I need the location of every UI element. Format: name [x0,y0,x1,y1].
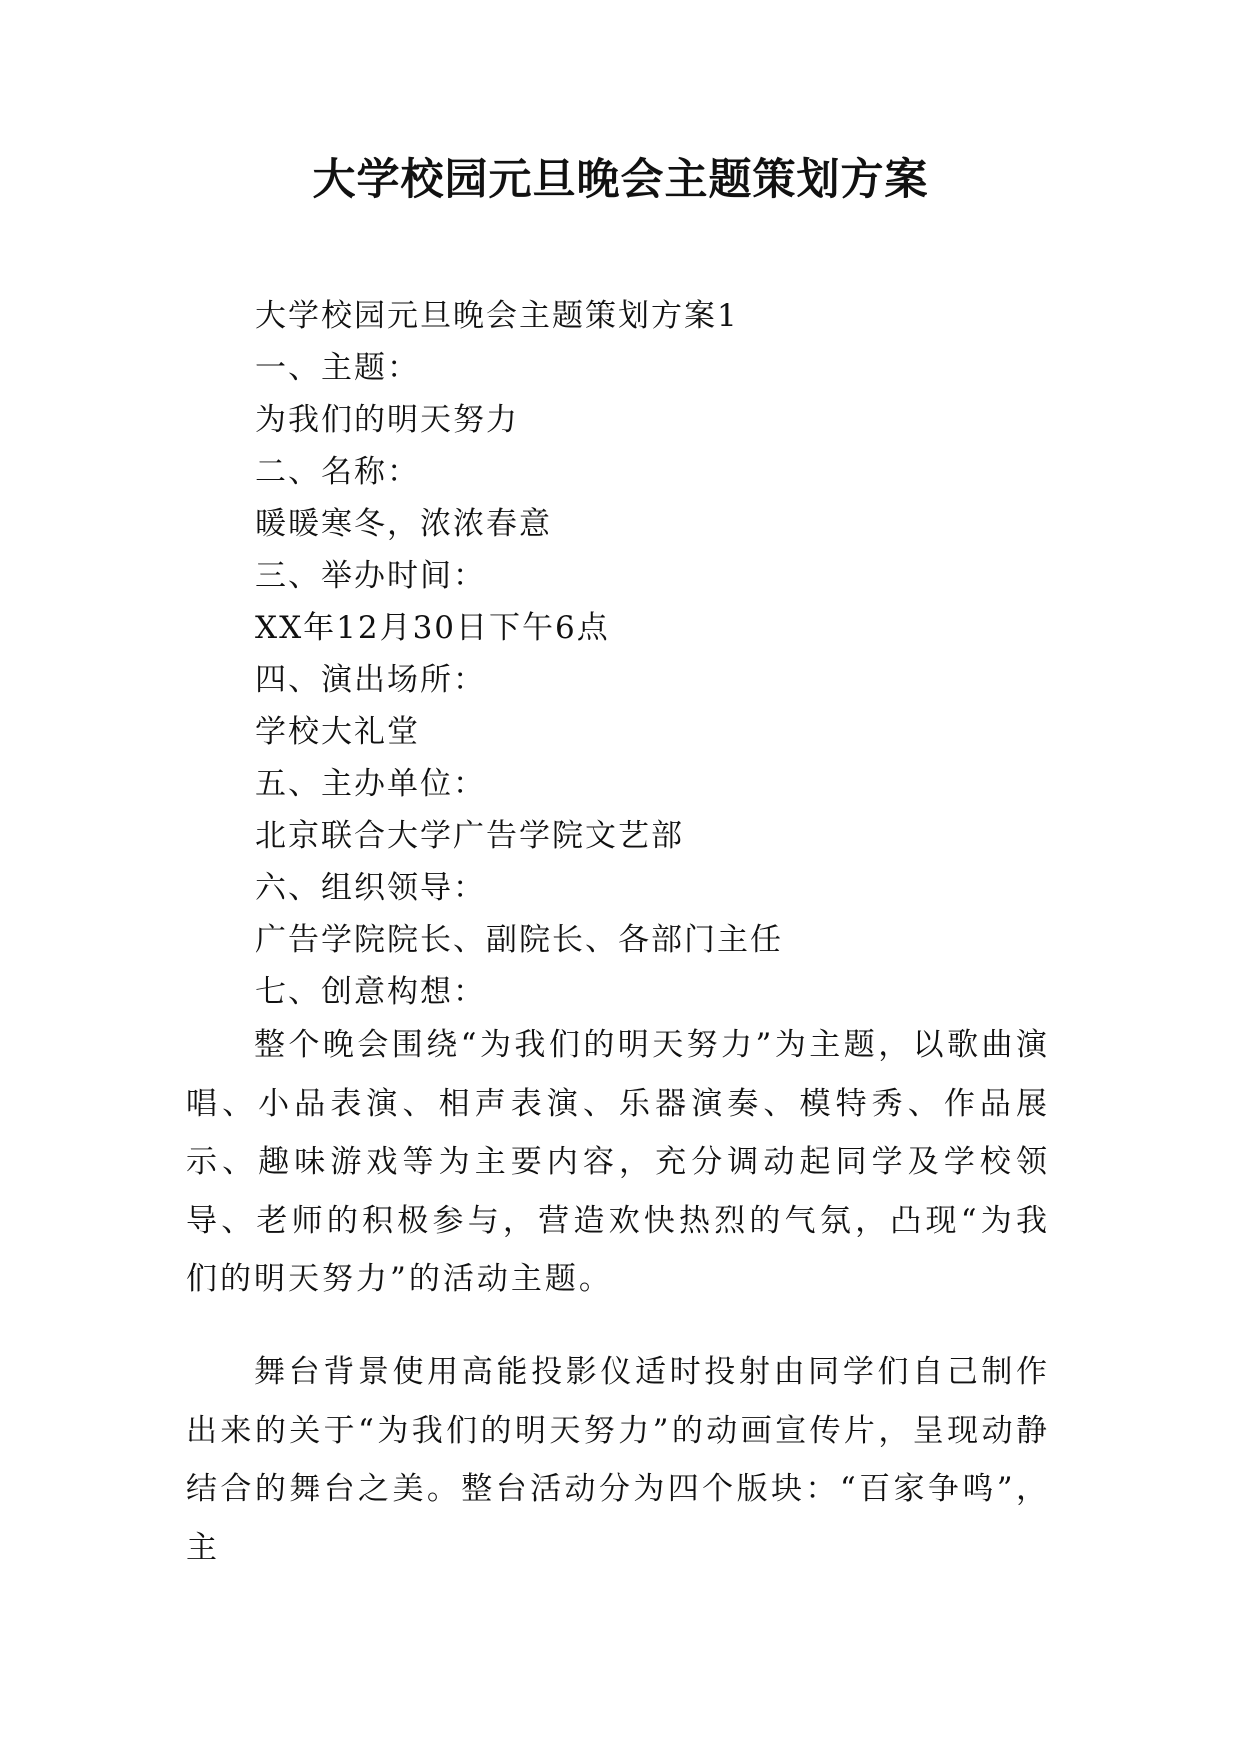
section-content-venue: 学校大礼堂 [255,714,420,750]
section-content-theme: 为我们的明天努力 [255,402,519,438]
section-heading-concept: 七、创意构想： [255,974,486,1010]
section-content-name: 暖暖寒冬，浓浓春意 [255,506,552,542]
section-heading-name: 二、名称： [255,454,420,490]
section-heading-leadership: 六、组织领导： [255,870,486,906]
section-heading-organizer: 五、主办单位： [255,766,486,802]
section-heading-theme: 一、主题： [255,350,420,386]
section-content-organizer: 北京联合大学广告学院文艺部 [255,818,684,854]
body-paragraph: 整个晚会围绕“为我们的明天努力”为主题，以歌曲演唱、小品表演、相声表演、乐器演奏、模特秀、作品展示、趣味游戏等为主要内容，充分调动起同学及学校领导、老师的积极参与，营造欢快热烈的气氛，凸现“为我们的明天努力”的活动主题。 [186,1027,1050,1297]
subtitle-line: 大学校园元旦晚会主题策划方案1 [255,298,739,334]
section-heading-time: 三、举办时间： [255,558,486,594]
section-content-leadership: 广告学院院长、副院长、各部门主任 [255,922,783,958]
section-heading-venue: 四、演出场所： [255,662,486,698]
body-paragraph: 舞台背景使用高能投影仪适时投射由同学们自己制作出来的关于“为我们的明天努力”的动画宣传片，呈现动静结合的舞台之美。整台活动分为四个版块：“百家争鸣”，主 [186,1354,1050,1566]
section-content-time: XX年12月30日下午6点 [255,610,610,646]
document-title: 大学校园元旦晚会主题策划方案 [312,155,929,205]
